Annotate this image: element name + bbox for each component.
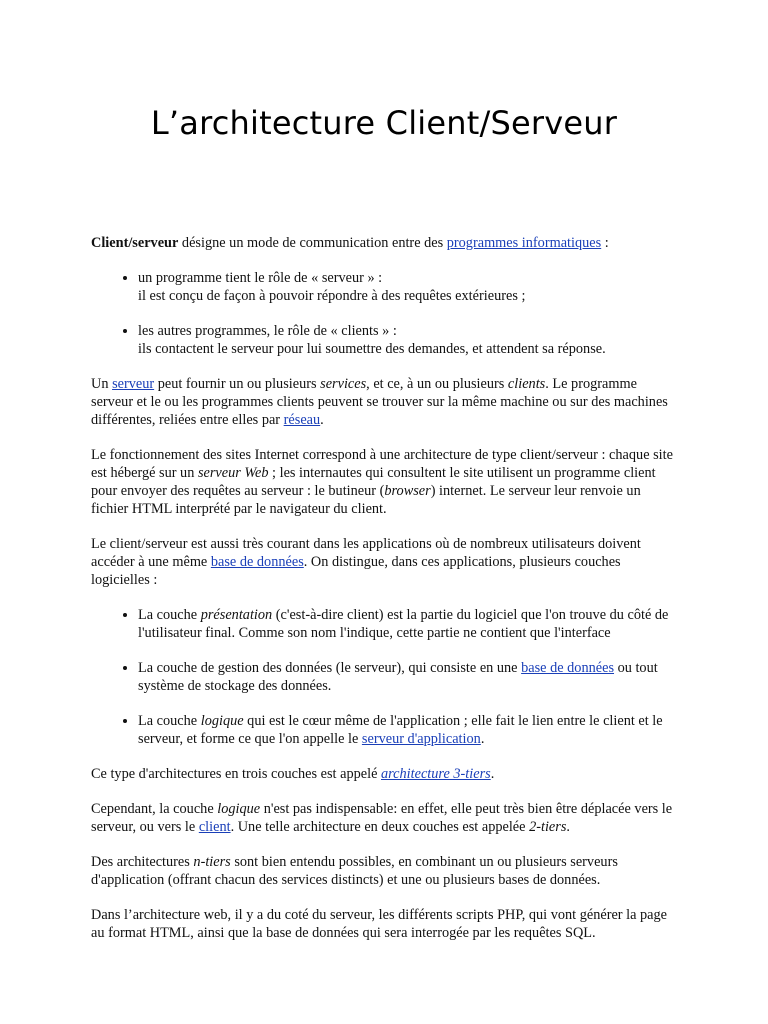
text: , et ce, à un ou plusieurs [366, 376, 508, 392]
text-italic: browser [384, 483, 431, 499]
link-client[interactable]: client [198, 819, 231, 835]
link-architecture-3-tiers[interactable]: architecture 3-tiers [381, 766, 491, 782]
text: peut fournir un ou plusieurs [154, 376, 321, 392]
text: . [480, 731, 485, 747]
text: Le fonctionnement des sites Internet correspond à une architecture de type client/serveur : chaque site est hébergé sur un [91, 447, 673, 481]
paragraph-applications [91, 535, 681, 589]
text: n'est pas indispensable: en effet, elle peut très bien être déplacée vers le serveur, ou vers le [91, 801, 673, 835]
text: . [320, 412, 324, 428]
text: . [490, 766, 495, 782]
text: ils contactent le serveur pour lui soumettre des demandes, et attendent sa réponse. [138, 341, 606, 357]
text: . On distingue, dans ces applications, plusieurs couches logicielles : [91, 554, 621, 588]
link-reseau[interactable]: réseau [283, 412, 321, 428]
text: désigne un mode de communication entre des [178, 235, 447, 251]
document-body [91, 234, 681, 959]
text: ) internet. Le serveur leur renvoie un fichier HTML interprété par le navigateur du client. [91, 483, 641, 517]
list-item [138, 659, 681, 695]
paragraph-internet [91, 446, 681, 518]
paragraph-n-tiers [91, 853, 681, 889]
text: les autres programmes, le rôle de « clients » : [138, 323, 397, 339]
list-item [138, 269, 681, 305]
roles-list [91, 269, 681, 358]
text: sont bien entendu possibles, en combinant un ou plusieurs serveurs d'application (offrant chacun des services distincts) et une ou plusieurs bases de données. [91, 854, 618, 888]
link-serveur[interactable]: serveur [112, 376, 155, 392]
text-italic: logique [217, 801, 261, 817]
text: ou tout système de stockage des données. [138, 660, 658, 694]
text: : [601, 235, 609, 251]
list-item [138, 712, 681, 748]
paragraph-3-tiers [91, 765, 681, 783]
text: un programme tient le rôle de « serveur » : [138, 270, 383, 286]
text: . Une telle architecture en deux couches est appelée [230, 819, 530, 835]
text: . [566, 819, 570, 835]
page-title: L’architecture Client/Serveur [150, 104, 618, 142]
list-item [138, 322, 681, 358]
paragraph-definition [91, 234, 681, 252]
link-serveur-d-application[interactable]: serveur d'application [361, 731, 481, 747]
text: (c'est-à-dire client) est la partie du logiciel que l'on trouve du côté de l'utilisateur final. Comme son nom l'indique, cette partie ne contient que l'interface [138, 607, 669, 641]
text: Le client/serveur est aussi très courant dans les applications où de nombreux utilisateurs doivent accéder à une même [91, 536, 641, 570]
text: Cependant, la couche [91, 801, 218, 817]
text: Des architectures [91, 854, 194, 870]
paragraph-serveur [91, 375, 681, 429]
text: Ce type d'architectures en trois couches est appelé [91, 766, 381, 782]
list-item [138, 606, 681, 642]
text: La couche de gestion des données (le serveur), qui consiste en une [138, 660, 522, 676]
term-client-serveur: Client/serveur [91, 235, 179, 251]
text-italic: logique [200, 713, 244, 729]
text: . Le programme serveur et le ou les programmes clients peuvent se trouver sur la même machine ou sur des machines différentes, reliées entre elles par [91, 376, 668, 428]
text: il est conçu de façon à pouvoir répondre à des requêtes extérieures ; [138, 288, 526, 304]
link-base-de-donnees[interactable]: base de données [521, 660, 615, 676]
text: qui est le cœur même de l'application ; elle fait le lien entre le client et le serveur, et forme ce que l'on appelle le [138, 713, 663, 747]
link-base-de-donnees[interactable]: base de données [210, 554, 304, 570]
text-italic: clients [507, 376, 546, 392]
text-italic: 2-tiers [529, 819, 567, 835]
text: La couche [138, 713, 201, 729]
link-programmes-informatiques[interactable]: programmes informatiques [446, 235, 602, 251]
paragraph-web: Dans l’architecture web, il y a du coté du serveur, les différents scripts PHP, qui vont générer la page au format HTML, ainsi que la base de données qui sera interrogée par les requêtes SQL. [91, 907, 668, 941]
text-italic: services [320, 376, 367, 392]
text: ; les internautes qui consultent le site utilisent un programme client pour envoyer des requêtes au serveur : le butineur ( [91, 465, 656, 499]
text-italic: n-tiers [193, 854, 231, 870]
paragraph-2-tiers [91, 800, 681, 836]
layers-list [91, 606, 681, 748]
text-italic: serveur Web [197, 465, 269, 481]
text-italic: présentation [200, 607, 273, 623]
text: Un [91, 376, 113, 392]
text: La couche [138, 607, 201, 623]
